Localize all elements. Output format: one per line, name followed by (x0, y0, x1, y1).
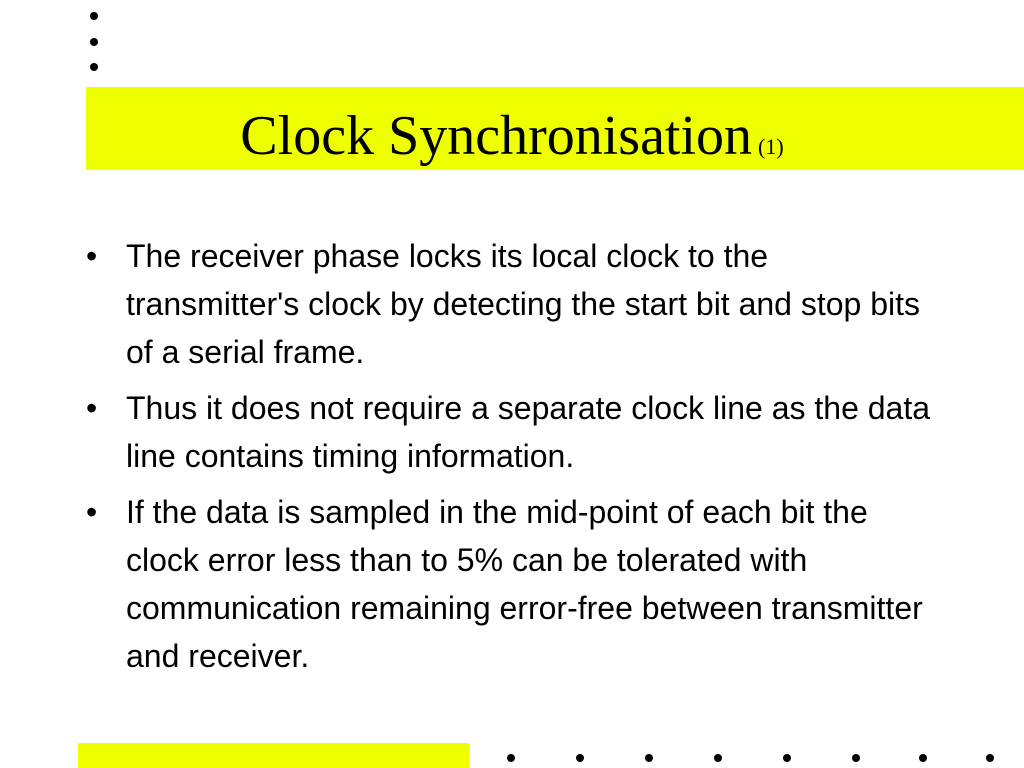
bullet-icon: • (86, 494, 98, 530)
bullet-item (86, 384, 946, 480)
bullet-text: If the data is sampled in the mid-point of each bit the clock error less than to 5% can be tolerated with communication remaining error-free between transmitter and receiver. (126, 494, 923, 674)
decorative-dot (645, 754, 653, 762)
decorative-dot (90, 63, 98, 71)
bullet-icon: • (86, 238, 98, 274)
decorative-dot (986, 754, 994, 762)
decorative-dot (90, 12, 98, 20)
slide-title (0, 104, 1024, 179)
bullet-item (86, 488, 946, 680)
slide-title-main: Clock Synchronisation (240, 105, 753, 167)
bullet-item (86, 232, 946, 376)
decorative-dot (714, 754, 722, 762)
decorative-dot (90, 38, 98, 46)
decorative-dot (576, 754, 584, 762)
bullet-text: The receiver phase locks its local clock to the transmitter's clock by detecting the start bit and stop bits of a serial frame. (126, 238, 921, 370)
decorative-dot (852, 754, 860, 762)
bullet-list (86, 232, 946, 688)
decorative-dot (783, 754, 791, 762)
bullet-text: Thus it does not require a separate clock line as the data line contains timing information. (126, 390, 931, 474)
footer-banner (78, 743, 469, 768)
slide-title-number: (1) (758, 134, 784, 159)
bullet-icon: • (86, 390, 98, 426)
decorative-dot (919, 754, 927, 762)
decorative-dot (507, 754, 515, 762)
